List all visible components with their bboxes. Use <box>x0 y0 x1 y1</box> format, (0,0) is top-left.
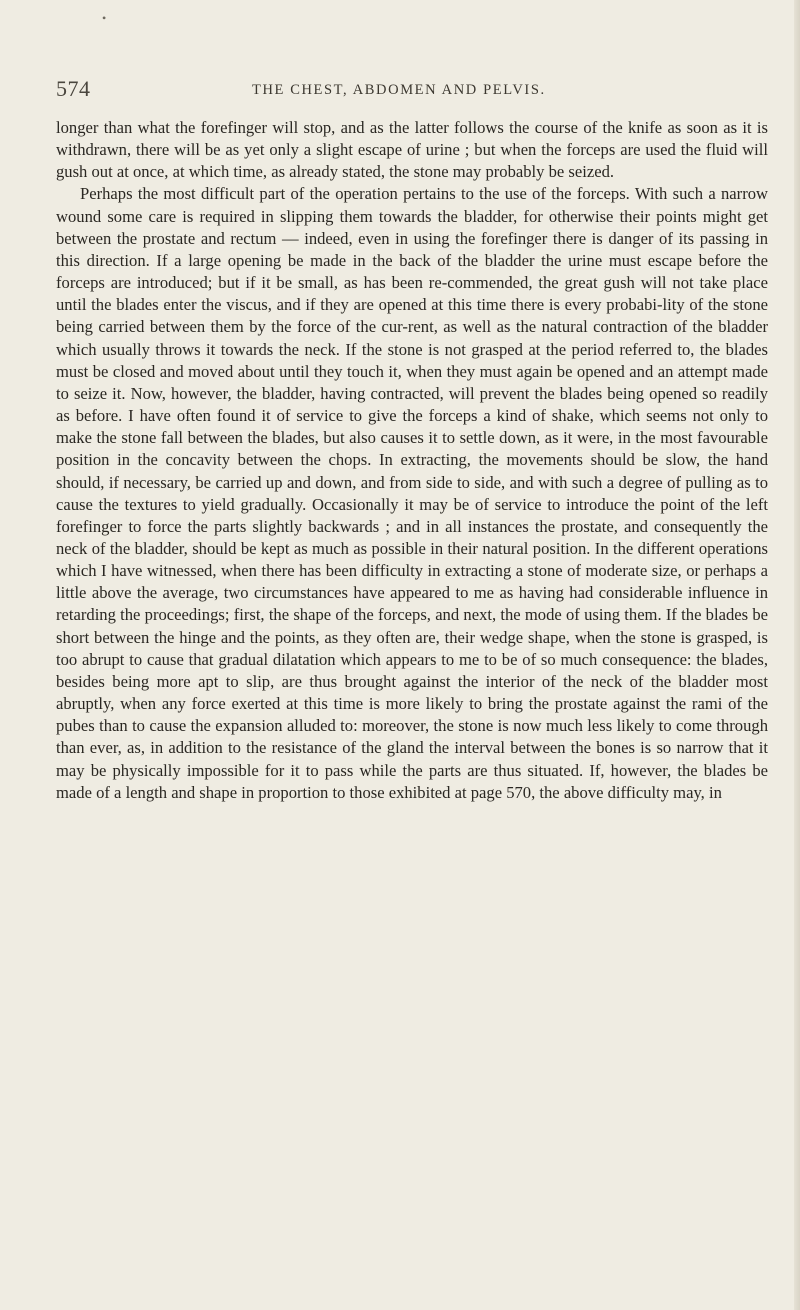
print-speck: • <box>102 11 107 25</box>
paragraph-forceps: Perhaps the most difficult part of the operation pertains to the use of the forceps. With such a narrow wound some care is required in slipping them towards the bladder, for otherwise their points might get between the prostate and rectum — indeed, even in using the forefinger there is danger of its passing in this direction. If a large opening be made in the back of the bladder the urine must escape before the forceps are introduced; but if it be small, as has been re-commended, the great gush will not take place until the blades enter the viscus, and if they are opened at this time there is every probabi-lity of the stone being carried between them by the force of the cur-rent, as well as the natural contraction of the bladder which usually throws it towards the neck. If the stone is not grasped at the period referred to, the blades must be closed and moved about until they touch it, when they must again be opened and an attempt made to seize it. Now, however, the bladder, having contracted, will prevent the blades being opened so readily as before. I have often found it of service to give the forceps a kind of shake, which seems not only to make the stone fall between the blades, but also causes it to settle down, as it were, in the most favourable position in the concavity between the chops. In extracting, the movements should be slow, the hand should, if necessary, be carried up and down, and from side to side, and with such a degree of pulling as to cause the textures to yield gradually. Occasionally it may be of service to introduce the point of the left forefinger to force the parts slightly backwards ; and in all instances the prostate, and consequently the neck of the bladder, should be kept as much as possible in their natural position. In the different operations which I have witnessed, when there has been difficulty in extracting a stone of moderate size, or perhaps a little above the average, two circumstances have appeared to me as having had considerable influence in retarding the proceedings; first, the shape of the forceps, and next, the mode of using them. If the blades be short between the hinge and the points, as they often are, their wedge shape, when the stone is grasped, is too abrupt to cause that gradual dilatation which appears to me to be of so much consequence: the blades, besides being more apt to slip, are thus brought against the interior of the neck of the bladder most abruptly, when any force exerted at this time is more likely to bring the prostate against the rami of the pubes than to cause the expansion alluded to: moreover, the stone is now much less likely to come through than ever, as, in addition to the resistance of the gland the interval between the bones is so narrow that it may be physically impossible for it to pass while the parts are thus situated. If, however, the blades be made of a length and shape in proportion to those exhibited at page 570, the above difficulty may, in <box>56 184 768 802</box>
page-number: 574 <box>56 76 91 101</box>
running-head: THE CHEST, ABDOMEN AND PELVIS. <box>252 82 546 98</box>
page-edge <box>794 0 800 1310</box>
page-header <box>56 76 768 104</box>
body-text <box>56 117 768 804</box>
paragraph-continuation: longer than what the forefinger will stop, and as the latter follows the course of the knife as soon as it is withdrawn, there will be as yet only a slight escape of urine ; but when the forceps are used the fluid will gush out at once, at which time, as already stated, the stone may probably be seized. <box>56 118 768 182</box>
